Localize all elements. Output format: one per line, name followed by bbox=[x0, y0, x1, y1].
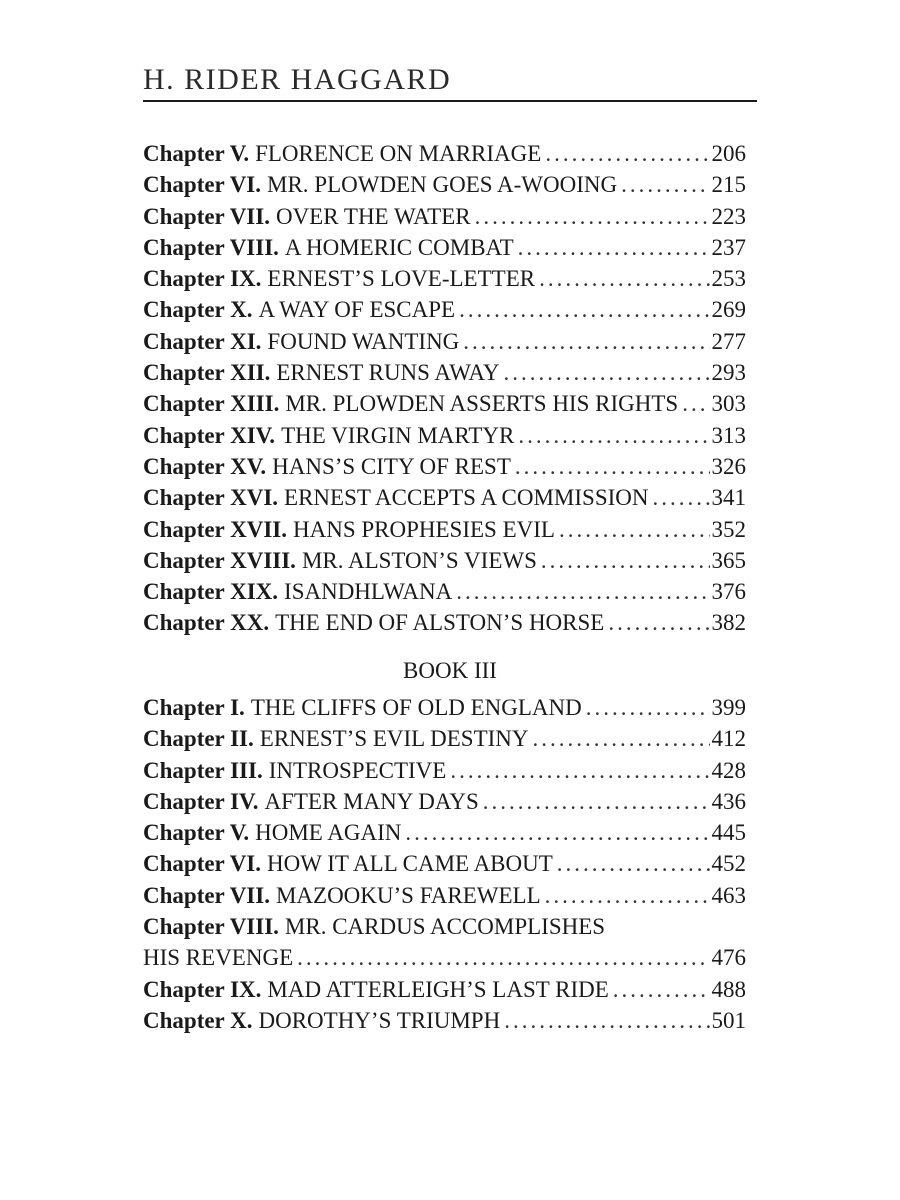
page-number: 293 bbox=[711, 360, 746, 386]
toc-entry[interactable] bbox=[143, 514, 746, 545]
chapter-label: Chapter XX. bbox=[143, 610, 270, 636]
chapter-label: Chapter X. bbox=[143, 1007, 253, 1033]
page-number: 326 bbox=[711, 453, 746, 479]
dot-leader bbox=[518, 232, 710, 263]
chapter-label: Chapter III. bbox=[143, 757, 263, 783]
chapter-label: Chapter I. bbox=[143, 695, 245, 720]
toc-entry[interactable] bbox=[143, 357, 746, 388]
chapter-title: ISANDHLWANA bbox=[284, 579, 453, 605]
dot-leader bbox=[450, 755, 709, 786]
chapter-title: HANS PROPHESIES EVIL bbox=[292, 516, 555, 542]
toc-entry-wrapped-second-line[interactable] bbox=[143, 942, 746, 973]
chapter-label: Chapter XVI. bbox=[143, 485, 279, 511]
page-number: 436 bbox=[711, 788, 746, 814]
chapter-label: Chapter II. bbox=[143, 726, 254, 752]
chapter-label: Chapter X. bbox=[143, 297, 253, 323]
chapter-title: A HOMERIC COMBAT bbox=[284, 234, 514, 260]
dot-leader bbox=[545, 138, 709, 169]
running-head: H. RIDER HAGGARD bbox=[143, 63, 452, 96]
toc-entry[interactable] bbox=[143, 326, 746, 357]
toc-entry[interactable] bbox=[143, 420, 746, 451]
dot-leader bbox=[621, 169, 709, 200]
toc-entry[interactable] bbox=[143, 817, 746, 848]
chapter-title: MAZOOKU’S FAREWELL bbox=[275, 882, 541, 908]
chapter-title: MR. PLOWDEN GOES A-WOOING bbox=[267, 172, 618, 198]
book-heading: BOOK III bbox=[403, 658, 497, 683]
dot-leader bbox=[533, 723, 710, 754]
page-number: 223 bbox=[711, 203, 746, 229]
dot-leader bbox=[463, 326, 709, 357]
dot-leader bbox=[459, 294, 709, 325]
chapter-title: ERNEST’S EVIL DESTINY bbox=[259, 726, 529, 752]
dot-leader bbox=[653, 482, 710, 513]
chapter-label: Chapter V. bbox=[143, 820, 250, 846]
toc-entry[interactable] bbox=[143, 1005, 746, 1036]
toc-entry[interactable] bbox=[143, 786, 746, 817]
chapter-label: Chapter VI. bbox=[143, 851, 261, 877]
toc-entry[interactable] bbox=[143, 848, 746, 879]
chapter-label: Chapter V. bbox=[143, 141, 250, 166]
dot-leader bbox=[456, 576, 709, 607]
chapter-label: Chapter XVIII. bbox=[143, 547, 296, 573]
toc-entry[interactable] bbox=[143, 723, 746, 754]
page-number: 341 bbox=[711, 485, 746, 511]
dot-leader bbox=[682, 388, 709, 419]
toc-section-book-iii bbox=[143, 692, 746, 1036]
toc-entry[interactable] bbox=[143, 576, 746, 607]
toc-entry[interactable] bbox=[143, 482, 746, 513]
chapter-label: Chapter VII. bbox=[143, 203, 270, 229]
page-number: 237 bbox=[711, 234, 746, 260]
chapter-title: ERNEST’S LOVE-LETTER bbox=[267, 266, 536, 292]
chapter-title: HOW IT ALL CAME ABOUT bbox=[267, 851, 553, 877]
chapter-title: HOME AGAIN bbox=[255, 820, 402, 846]
chapter-title: FLORENCE ON MARRIAGE bbox=[255, 141, 542, 166]
chapter-title-continued: HIS REVENGE bbox=[143, 945, 294, 971]
chapter-title: DOROTHY’S TRIUMPH bbox=[258, 1007, 501, 1033]
page-number: 253 bbox=[711, 266, 746, 292]
dot-leader bbox=[483, 786, 710, 817]
toc-entry[interactable] bbox=[143, 169, 746, 200]
chapter-title: THE CLIFFS OF OLD ENGLAND bbox=[250, 695, 582, 720]
chapter-title: MR. PLOWDEN ASSERTS HIS RIGHTS bbox=[285, 391, 679, 417]
page-number: 452 bbox=[711, 851, 746, 877]
page-number: 352 bbox=[711, 516, 746, 542]
toc-entry[interactable] bbox=[143, 263, 746, 294]
chapter-title: INTROSPECTIVE bbox=[268, 757, 447, 783]
dot-leader bbox=[503, 357, 709, 388]
chapter-label: Chapter IX. bbox=[143, 266, 262, 292]
page-number: 476 bbox=[711, 945, 746, 971]
dot-leader bbox=[297, 942, 709, 973]
chapter-title: AFTER MANY DAYS bbox=[264, 788, 479, 814]
page-number: 428 bbox=[711, 757, 746, 783]
page-number: 365 bbox=[711, 547, 746, 573]
dot-leader bbox=[475, 201, 710, 232]
dot-leader bbox=[613, 974, 710, 1005]
dot-leader bbox=[557, 848, 710, 879]
toc-entry-wrapped-first-line[interactable] bbox=[143, 911, 746, 942]
dot-leader bbox=[586, 692, 710, 723]
toc-entry[interactable] bbox=[143, 138, 746, 169]
page-number: 463 bbox=[711, 882, 746, 908]
toc-entry[interactable] bbox=[143, 294, 746, 325]
page-number: 412 bbox=[711, 726, 746, 752]
chapter-title: ERNEST RUNS AWAY bbox=[276, 360, 500, 386]
toc-entry[interactable] bbox=[143, 880, 746, 911]
chapter-title: OVER THE WATER bbox=[275, 203, 471, 229]
chapter-title: THE VIRGIN MARTYR bbox=[281, 422, 515, 448]
toc-entry[interactable] bbox=[143, 755, 746, 786]
chapter-label: Chapter XIX. bbox=[143, 579, 279, 605]
chapter-title: MR. ALSTON’S VIEWS bbox=[301, 547, 537, 573]
page-number: 399 bbox=[711, 695, 746, 720]
chapter-title: A WAY OF ESCAPE bbox=[258, 297, 456, 323]
chapter-label: Chapter XV. bbox=[143, 453, 267, 479]
chapter-label: Chapter VIII. bbox=[143, 914, 279, 940]
chapter-title: THE END OF ALSTON’S HORSE bbox=[275, 610, 605, 636]
chapter-title: ERNEST ACCEPTS A COMMISSION bbox=[284, 485, 649, 511]
chapter-label: Chapter XIV. bbox=[143, 422, 276, 448]
dot-leader bbox=[539, 263, 709, 294]
chapter-label: Chapter XI. bbox=[143, 328, 262, 354]
page-number: 303 bbox=[711, 391, 746, 417]
page-number: 376 bbox=[711, 579, 746, 605]
page-number: 501 bbox=[711, 1007, 746, 1033]
chapter-title: HANS’S CITY OF REST bbox=[272, 453, 511, 479]
page-number: 206 bbox=[711, 141, 746, 166]
chapter-label: Chapter VII. bbox=[143, 882, 270, 908]
chapter-label: Chapter IX. bbox=[143, 976, 262, 1002]
page-number: 277 bbox=[711, 328, 746, 354]
dot-leader bbox=[608, 607, 709, 638]
dot-leader bbox=[518, 420, 709, 451]
page-number: 382 bbox=[711, 610, 746, 636]
page-number: 313 bbox=[711, 422, 746, 448]
toc-entry[interactable] bbox=[143, 451, 746, 482]
toc-entry[interactable] bbox=[143, 974, 746, 1005]
header-rule bbox=[143, 100, 757, 102]
page-number: 445 bbox=[711, 820, 746, 846]
dot-leader bbox=[545, 880, 710, 911]
chapter-label: Chapter VI. bbox=[143, 172, 261, 198]
toc-section-book-ii bbox=[143, 138, 746, 639]
chapter-title: MR. CARDUS ACCOMPLISHES bbox=[284, 914, 606, 940]
toc-entry[interactable] bbox=[143, 201, 746, 232]
chapter-title: FOUND WANTING bbox=[267, 328, 460, 354]
chapter-label: Chapter XII. bbox=[143, 360, 271, 386]
page-number: 488 bbox=[711, 976, 746, 1002]
chapter-label: Chapter IV. bbox=[143, 788, 259, 814]
chapter-label: Chapter XVII. bbox=[143, 516, 287, 542]
dot-leader bbox=[405, 817, 709, 848]
dot-leader bbox=[515, 451, 710, 482]
toc-entry[interactable] bbox=[143, 692, 746, 723]
chapter-label: Chapter VIII. bbox=[143, 234, 279, 260]
page-number: 269 bbox=[711, 297, 746, 323]
dot-leader bbox=[559, 514, 710, 545]
toc-entry[interactable] bbox=[143, 545, 746, 576]
toc-entry[interactable] bbox=[143, 388, 746, 419]
toc-entry[interactable] bbox=[143, 232, 746, 263]
dot-leader bbox=[504, 1005, 709, 1036]
dot-leader bbox=[541, 545, 710, 576]
chapter-title: MAD ATTERLEIGH’S LAST RIDE bbox=[267, 976, 609, 1002]
chapter-label: Chapter XIII. bbox=[143, 391, 280, 417]
toc-entry[interactable] bbox=[143, 607, 746, 638]
page-number: 215 bbox=[711, 172, 746, 198]
